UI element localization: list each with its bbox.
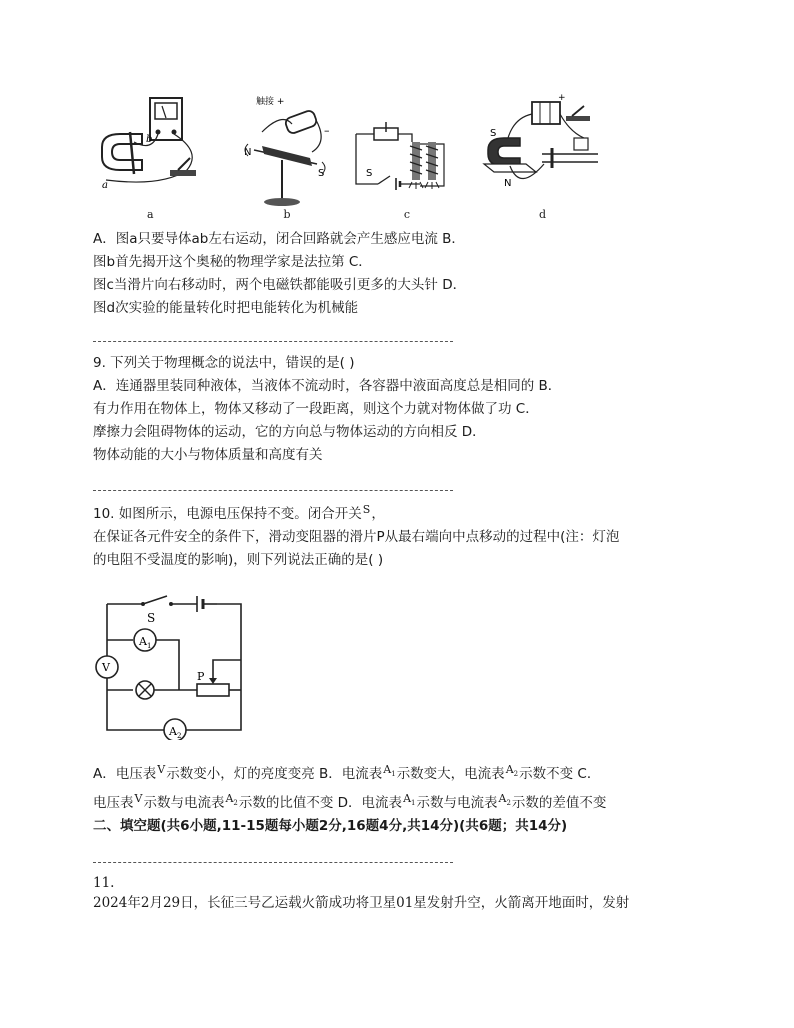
figure-b-top-label: 触接 + <box>256 97 285 107</box>
q10-option-line-1 <box>93 765 600 788</box>
q10-opt2-c-text: 示数的比值不变 D．电流表 <box>238 795 403 811</box>
figure-b-s: S <box>318 168 325 179</box>
circuit-a2-label: $A_2$ <box>169 725 182 740</box>
q10-stem <box>93 505 385 524</box>
ammeter-a1-symbol: A1 <box>403 792 416 808</box>
circuit-s-label: S <box>147 611 156 625</box>
figure-d-drawing <box>480 92 605 217</box>
q10-option-line-2 <box>93 794 606 817</box>
figure-b-minus: – <box>324 124 330 137</box>
q8-option-line-4: 图d次实验的能量转化时把电能转化为机械能 <box>93 300 359 316</box>
figure-c <box>352 92 462 221</box>
figure-a-label-b: b <box>146 134 153 145</box>
figure-row <box>92 92 702 221</box>
q10-stem-line-2: 在保证各元件安全的条件下，滑动变阻器的滑片P从最右端向中点移动的过程中(注：灯泡 <box>93 529 620 545</box>
q10-stem-line-3: 的电阻不受温度的影响)，则下列说法正确的是( ) <box>93 552 384 568</box>
figure-d-caption: d <box>538 208 547 221</box>
q9-option-line-1: A．连通器里装同种液体，当液体不流动时，各容器中液面高度总是相同的 B． <box>93 378 562 394</box>
q10-opt-c-text: 示数变大，电流表 <box>396 766 505 782</box>
ammeter-a2-symbol: A2 <box>225 792 238 808</box>
figure-c-caption: c <box>403 208 411 221</box>
figure-a-label-a: a <box>102 180 108 191</box>
q8-option-line-3: 图c当滑片向右移动时，两个电磁铁都能吸引更多的大头针 D． <box>93 277 467 293</box>
voltmeter-symbol: V <box>157 763 166 776</box>
q9-stem: 9. 下列关于物理概念的说法中，错误的是( ) <box>93 355 355 371</box>
q10-opt2-b-text: 示数与电流表 <box>143 795 225 811</box>
figure-d <box>480 92 605 221</box>
figure-d-n: N <box>504 178 512 189</box>
figure-a-caption: a <box>147 208 154 221</box>
q8-option-line-2: 图b首先揭开这个奥秘的物理学家是法拉第 C． <box>93 254 372 270</box>
q10-stem-text: 10. 如图所示，电源电压保持不变。闭合开关 <box>93 506 362 522</box>
q9-option-line-2: 有力作用在物体上，物体又移动了一段距离，则这个力就对物体做了功 C． <box>93 401 539 417</box>
q10-switch-symbol: S <box>362 503 371 516</box>
separator-2 <box>93 490 453 491</box>
q10-opt2-e-text: 示数的差值不变 <box>511 795 607 811</box>
q9-option-line-3: 摩擦力会阻碍物体的运动，它的方向总与物体运动的方向相反 D． <box>93 424 486 440</box>
figure-a <box>92 92 212 221</box>
figure-d-s: S <box>490 128 497 139</box>
q10-opt-d-text: 示数不变 C． <box>519 766 601 782</box>
circuit-v-label: V <box>102 661 110 674</box>
q9-option-line-4: 物体动能的大小与物体质量和高度有关 <box>93 447 323 463</box>
figure-b <box>232 92 342 221</box>
voltmeter-symbol: V <box>134 792 143 805</box>
figure-b-drawing <box>232 92 342 217</box>
figure-c-drawing <box>352 92 462 217</box>
circuit-a1-label: $A_1$ <box>139 635 152 650</box>
figure-d-plus: + <box>558 93 566 103</box>
separator-3 <box>93 862 453 863</box>
section-2-heading: 二、填空题(共6小题,11-15题每小题2分,16题4分,共14分)(共6题；共14分) <box>93 818 568 834</box>
figure-b-caption: b <box>283 208 291 221</box>
q10-circuit-diagram <box>93 590 253 744</box>
ammeter-a2-symbol: A2 <box>505 763 519 779</box>
circuit-drawing <box>93 590 253 740</box>
circuit-p-label: P <box>197 670 205 683</box>
figure-a-drawing <box>92 92 212 217</box>
figure-c-s: S <box>366 168 373 179</box>
ammeter-a2-symbol: A2 <box>498 792 511 808</box>
ammeter-a1-symbol: A1 <box>383 763 396 779</box>
q10-opt-a-text: A．电压表 <box>93 766 157 782</box>
q11-text: 2024年2月29日，长征三号乙运载火箭成功将卫星01星发射升空，火箭离开地面时，发射 <box>93 895 630 911</box>
figure-b-n: N <box>244 147 252 158</box>
separator-1 <box>93 341 453 342</box>
q10-opt2-d-text: 示数与电流表 <box>416 795 498 811</box>
q11-number: 11. <box>93 875 115 891</box>
q10-stem-end: ， <box>371 506 385 522</box>
q8-option-line-1: A．图a只要导体ab左右运动，闭合回路就会产生感应电流 B． <box>93 231 465 247</box>
q10-opt2-a-text: 电压表 <box>93 795 134 811</box>
q10-opt-b-text: 示数变小，灯的亮度变亮 B．电流表 <box>166 766 383 782</box>
